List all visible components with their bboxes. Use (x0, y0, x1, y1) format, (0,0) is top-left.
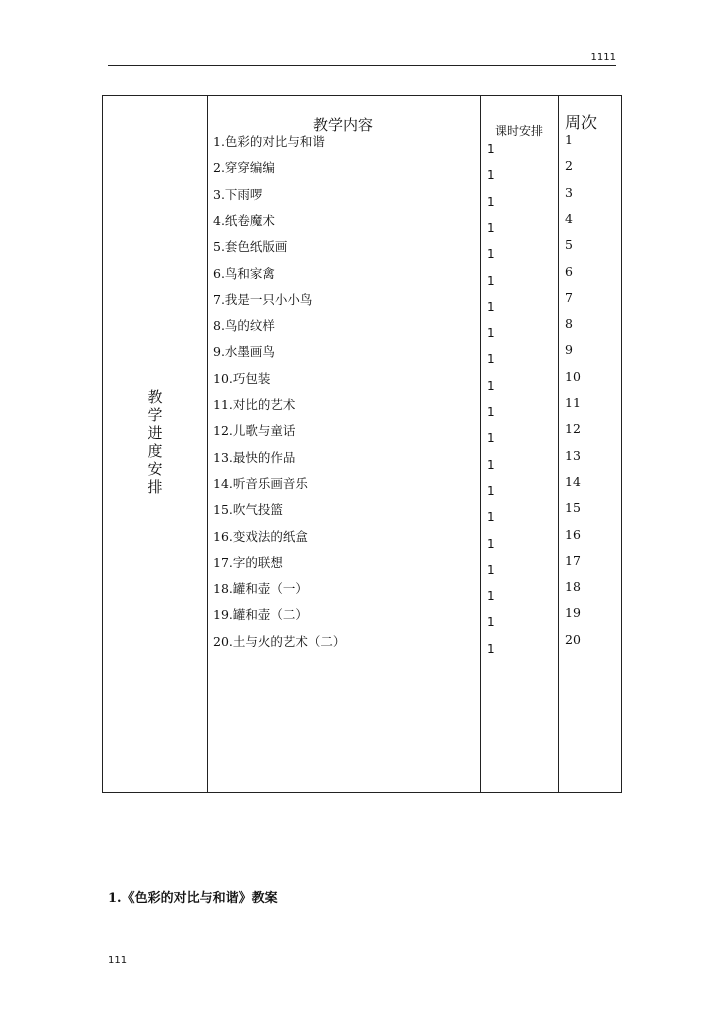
week-item: 8 (565, 316, 573, 332)
hours-item: 1 (487, 168, 495, 183)
week-item: 4 (565, 210, 573, 226)
hours-item: 1 (487, 510, 495, 525)
hours-item: 1 (487, 405, 495, 419)
content-item: 17.字的联想 (213, 554, 283, 570)
content-item: 11.对比的艺术 (213, 397, 296, 412)
row-label-char: 学 (147, 406, 163, 424)
week-item: 14 (565, 473, 581, 489)
week-item: 2 (565, 158, 573, 174)
hours-item: 1 (487, 194, 495, 209)
week-item: 5 (565, 237, 573, 253)
week-item: 9 (565, 342, 573, 358)
hours-item: 1 (487, 142, 495, 156)
content-item: 19.罐和壶（二） (213, 607, 308, 623)
content-item: 12.儿歌与童话 (213, 423, 296, 439)
hours-item: 1 (487, 299, 495, 314)
week-item: 1 (565, 132, 573, 147)
content-item: 2.穿穿编编 (213, 160, 275, 176)
hours-item: 1 (487, 326, 495, 341)
content-item: 13.最快的作品 (213, 449, 296, 465)
row-label-char: 教 (147, 388, 163, 406)
week-item: 7 (565, 289, 573, 305)
week-item: 19 (565, 605, 581, 621)
row-label-teaching-schedule (103, 388, 207, 496)
lesson-title: 1.《色彩的对比与和谐》教案 (108, 891, 278, 906)
content-item: 20.土与火的艺术（二） (213, 633, 346, 649)
content-item: 3.下雨啰 (213, 186, 263, 202)
hours-item: 1 (487, 220, 495, 235)
column-divider-2 (480, 96, 481, 792)
week-item: 10 (565, 368, 581, 384)
content-item: 16.变戏法的纸盒 (213, 528, 308, 544)
hours-item: 1 (487, 641, 495, 656)
hours-item: 1 (487, 378, 495, 393)
hours-item: 1 (487, 273, 495, 288)
header-page-number: 1111 (590, 52, 616, 63)
column-divider-3 (558, 96, 559, 792)
content-item: 18.罐和壶（一） (213, 581, 308, 597)
hours-item: 1 (487, 562, 495, 577)
week-item: 15 (565, 500, 581, 516)
content-item: 7.我是一只小小鸟 (213, 291, 313, 307)
week-column-header: 周次 (565, 113, 598, 132)
schedule-table (102, 95, 622, 793)
week-item: 17 (565, 552, 581, 568)
row-label-char: 度 (147, 442, 163, 460)
week-item: 11 (565, 395, 581, 410)
content-item: 10.巧包装 (213, 370, 271, 386)
hours-item: 1 (487, 589, 495, 604)
hours-item: 1 (487, 247, 495, 262)
column-divider-1 (207, 96, 208, 792)
content-item: 9.水墨画鸟 (213, 344, 275, 360)
content-item: 5.套色纸版画 (213, 239, 288, 255)
hours-item: 1 (487, 536, 495, 551)
content-item: 4.纸卷魔术 (213, 212, 275, 228)
week-item: 13 (565, 447, 581, 463)
hours-item: 1 (487, 483, 495, 498)
hours-item: 1 (487, 457, 495, 472)
header-rule (108, 65, 616, 66)
content-item: 14.听音乐画音乐 (213, 475, 308, 491)
hours-column-header: 课时安排 (494, 124, 543, 138)
week-item: 12 (565, 421, 581, 437)
week-item: 18 (565, 579, 581, 595)
row-label-char: 进 (147, 424, 163, 442)
week-item: 3 (565, 184, 573, 200)
content-item: 1.色彩的对比与和谐 (213, 134, 325, 149)
content-item: 8.鸟的纹样 (213, 318, 275, 334)
row-label-char: 安 (147, 460, 163, 478)
week-item: 20 (565, 631, 581, 647)
hours-item: 1 (487, 431, 495, 446)
hours-item: 1 (487, 352, 495, 367)
hours-item: 1 (487, 615, 495, 630)
week-item: 6 (565, 263, 573, 279)
content-item: 6.鸟和家禽 (213, 265, 275, 281)
row-label-char: 排 (147, 478, 163, 496)
week-item: 16 (565, 526, 581, 542)
footer-page-number: 111 (108, 955, 128, 966)
content-item: 15.吹气投篮 (213, 502, 283, 518)
content-column-header: 教学内容 (312, 116, 373, 134)
